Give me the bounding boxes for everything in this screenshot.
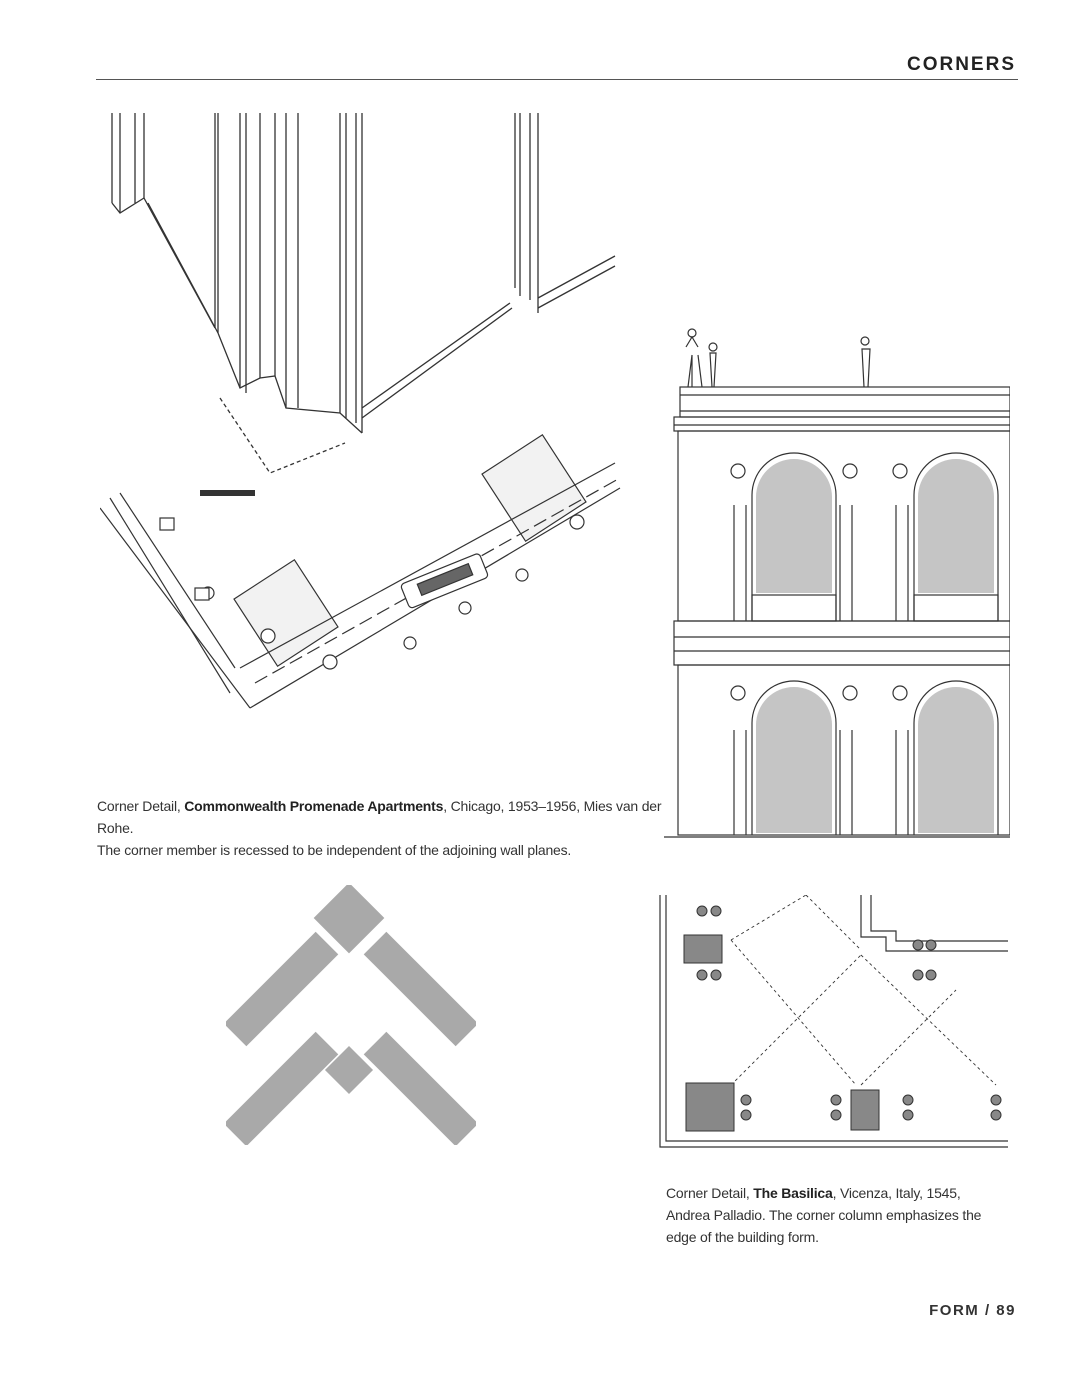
mies-corner-drawing <box>100 108 630 718</box>
caption-basilica-line2: Andrea Palladio. The corner column emphasizes the <box>666 1207 982 1223</box>
caption-basilica-prefix: Corner Detail, <box>666 1185 754 1201</box>
corner-concept-diagram <box>226 885 476 1145</box>
caption-basilica-line3: edge of the building form. <box>666 1229 819 1245</box>
basilica-plan-drawing <box>656 895 1008 1153</box>
caption-mies-suffix: , Chicago, 1953–1956, Mies van der Rohe. <box>97 798 662 836</box>
page-footer: FORM / 89 <box>929 1302 1016 1319</box>
caption-mies-line2: The corner member is recessed to be independent of the adjoining wall planes. <box>97 842 572 858</box>
caption-basilica-title: The Basilica <box>753 1185 833 1201</box>
caption-basilica-suffix: , Vicenza, Italy, 1545, <box>832 1185 961 1201</box>
caption-mies-prefix: Corner Detail, <box>97 798 185 814</box>
caption-basilica <box>666 1182 986 1248</box>
caption-mies <box>97 795 677 861</box>
header-rule <box>96 79 1018 80</box>
section-title: CORNERS <box>906 54 1016 75</box>
basilica-elevation-drawing <box>664 325 1010 845</box>
caption-mies-title: Commonwealth Promenade Apartments <box>184 798 444 814</box>
